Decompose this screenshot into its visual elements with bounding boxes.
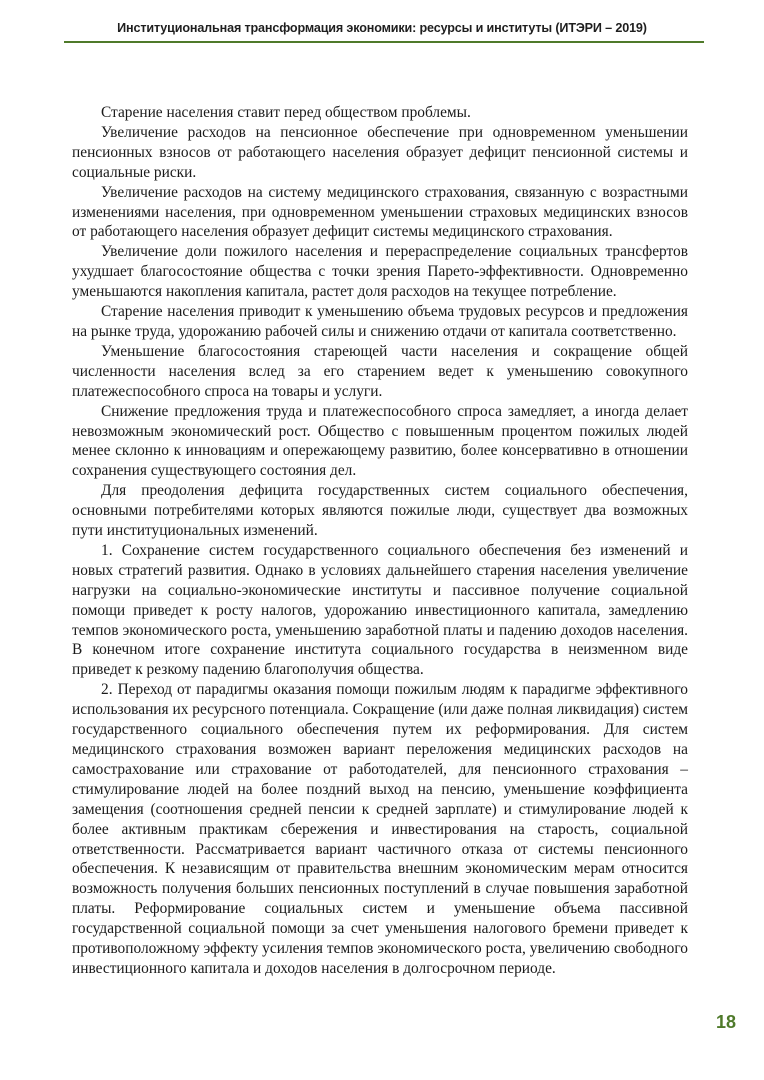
paragraph: Для преодоления дефицита государственных систем социального обеспечения, основными потребителями которых являются пожилые люди, существует два возможных пути институциональных изменений. [72, 482, 688, 540]
paragraph: 1. Сохранение систем государственного социального обеспечения без изменений и новых стратегий развития. Однако в условиях дальнейшего старения населения увеличение нагрузки на социально-экономические институты и пассивное получение социальной помощи приведет к росту налогов, удорожанию инвестиционного капитала, замедлению темпов экономического роста, уменьшению заработной платы и падению доходов населения. В конечном итоге сохранение института социального государства в неизменном виде приведет к резкому падению благополучия общества. [72, 541, 688, 679]
paragraph: Увеличение доли пожилого населения и перераспределение социальных трансфертов ухудшает благосостояние общества с точки зрения Парето-эффективности. Одновременно уменьшаются накопления капитала, растет доля расходов на текущее потребление. [72, 243, 688, 301]
paragraph: 2. Переход от парадигмы оказания помощи пожилым людям к парадигме эффективного использования их ресурсного потенциала. Сокращение (или даже полная ликвидация) систем государственного социального обеспечения путем их реформирования. Для систем медицинского страхования возможен вариант переложения медицинских расходов на самострахование или страхование от работодателей, для пенсионного страхования – стимулирование людей на более поздний выход на пенсию, уменьшение коэффициента замещения (соотношения средней пенсии к средней зарплате) и стимулирование людей к более активным практикам сбережения и инвестирования на старость, социальной ответственности. Рассматривается вариант частичного отказа от системы пенсионного обеспечения. К независящим от правительства внешним экономическим мерам относится возможность получения больших пенсионных поступлений в случае повышения заработной платы. Реформирование социальных систем и уменьшение объема пассивной государственной социальной помощи за счет уменьшения налогового бремени приведет к противоположному эффекту усиления темпов экономического роста, увеличению свободного инвестиционного капитала и доходов населения в долгосрочном периоде. [72, 681, 688, 977]
paragraph: Увеличение расходов на систему медицинского страхования, связанную с возрастными изменениями населения, при одновременном уменьшении страховых медицинских взносов от работающего населения образует дефицит системы медицинского страхования. [72, 183, 688, 241]
paragraph: Старение населения приводит к уменьшению объема трудовых ресурсов и предложения на рынке труда, удорожанию рабочей силы и снижению отдачи от капитала соответственно. [72, 303, 688, 340]
paragraph: Снижение предложения труда и платежеспособного спроса замедляет, а иногда делает невозможным экономический рост. Общество с повышенным процентом пожилых людей менее склонно к инновациям и опережающему развитию, более консервативно в отношении сохранения существующего состояния дел. [72, 402, 688, 480]
paragraph: Уменьшение благосостояния стареющей части населения и сокращение общей численности населения вслед за его старением ведет к уменьшению совокупного платежеспособного спроса на товары и услуги. [72, 342, 688, 400]
paragraph: Увеличение расходов на пенсионное обеспечение при одновременном уменьшении пенсионных взносов от работающего населения образует дефицит пенсионной системы и социальные риски. [72, 123, 688, 181]
body-text [72, 103, 688, 979]
header-divider [64, 41, 704, 43]
running-header: Институциональная трансформация экономики: ресурсы и институты (ИТЭРИ – 2019) [117, 21, 647, 35]
paragraph: Старение населения ставит перед обществом проблемы. [101, 104, 471, 121]
page-number: 18 [715, 1012, 736, 1032]
